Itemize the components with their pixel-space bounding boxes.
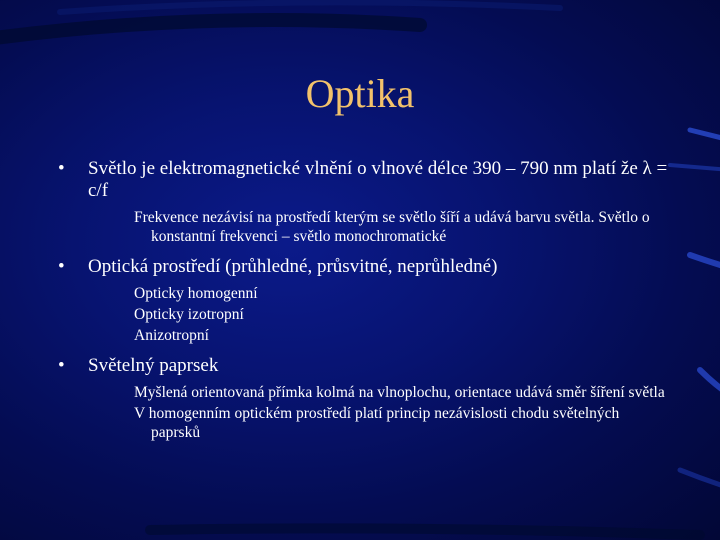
slide-content [58, 158, 668, 452]
subpoint-list [58, 208, 668, 246]
bullet-glyph: • [58, 355, 65, 376]
subpoint-list [58, 284, 668, 345]
bullet-glyph: • [58, 158, 65, 179]
bullet-text: Světelný paprsek [88, 355, 219, 376]
bullet-text: Světlo je elektromagnetické vlnění o vlnové délce 390 – 790 nm platí že λ = c/f [88, 158, 668, 201]
subpoint-list [58, 383, 668, 442]
subpoint: V homogenním optickém prostředí platí princip nezávislosti chodu světelných paprsků [134, 405, 620, 441]
bullet-point [58, 158, 668, 202]
bullet-text: Optická prostředí (průhledné, průsvitné, neprůhledné) [88, 256, 498, 277]
bullet-point [58, 355, 668, 377]
bullet-point [58, 256, 668, 278]
bullet-glyph: • [58, 256, 65, 277]
subpoint: Opticky izotropní [134, 306, 244, 323]
slide-title: Optika [305, 71, 415, 116]
subpoint: Frekvence nezávisí na prostředí kterým se světlo šíří a udává barvu světla. Světlo o konstantní frekvenci – světlo monochromatické [134, 209, 650, 245]
subpoint: Myšlená orientovaná přímka kolmá na vlnoplochu, orientace udává směr šíření světla [134, 384, 665, 401]
subpoint: Anizotropní [134, 327, 209, 344]
subpoint: Opticky homogenní [134, 285, 258, 302]
